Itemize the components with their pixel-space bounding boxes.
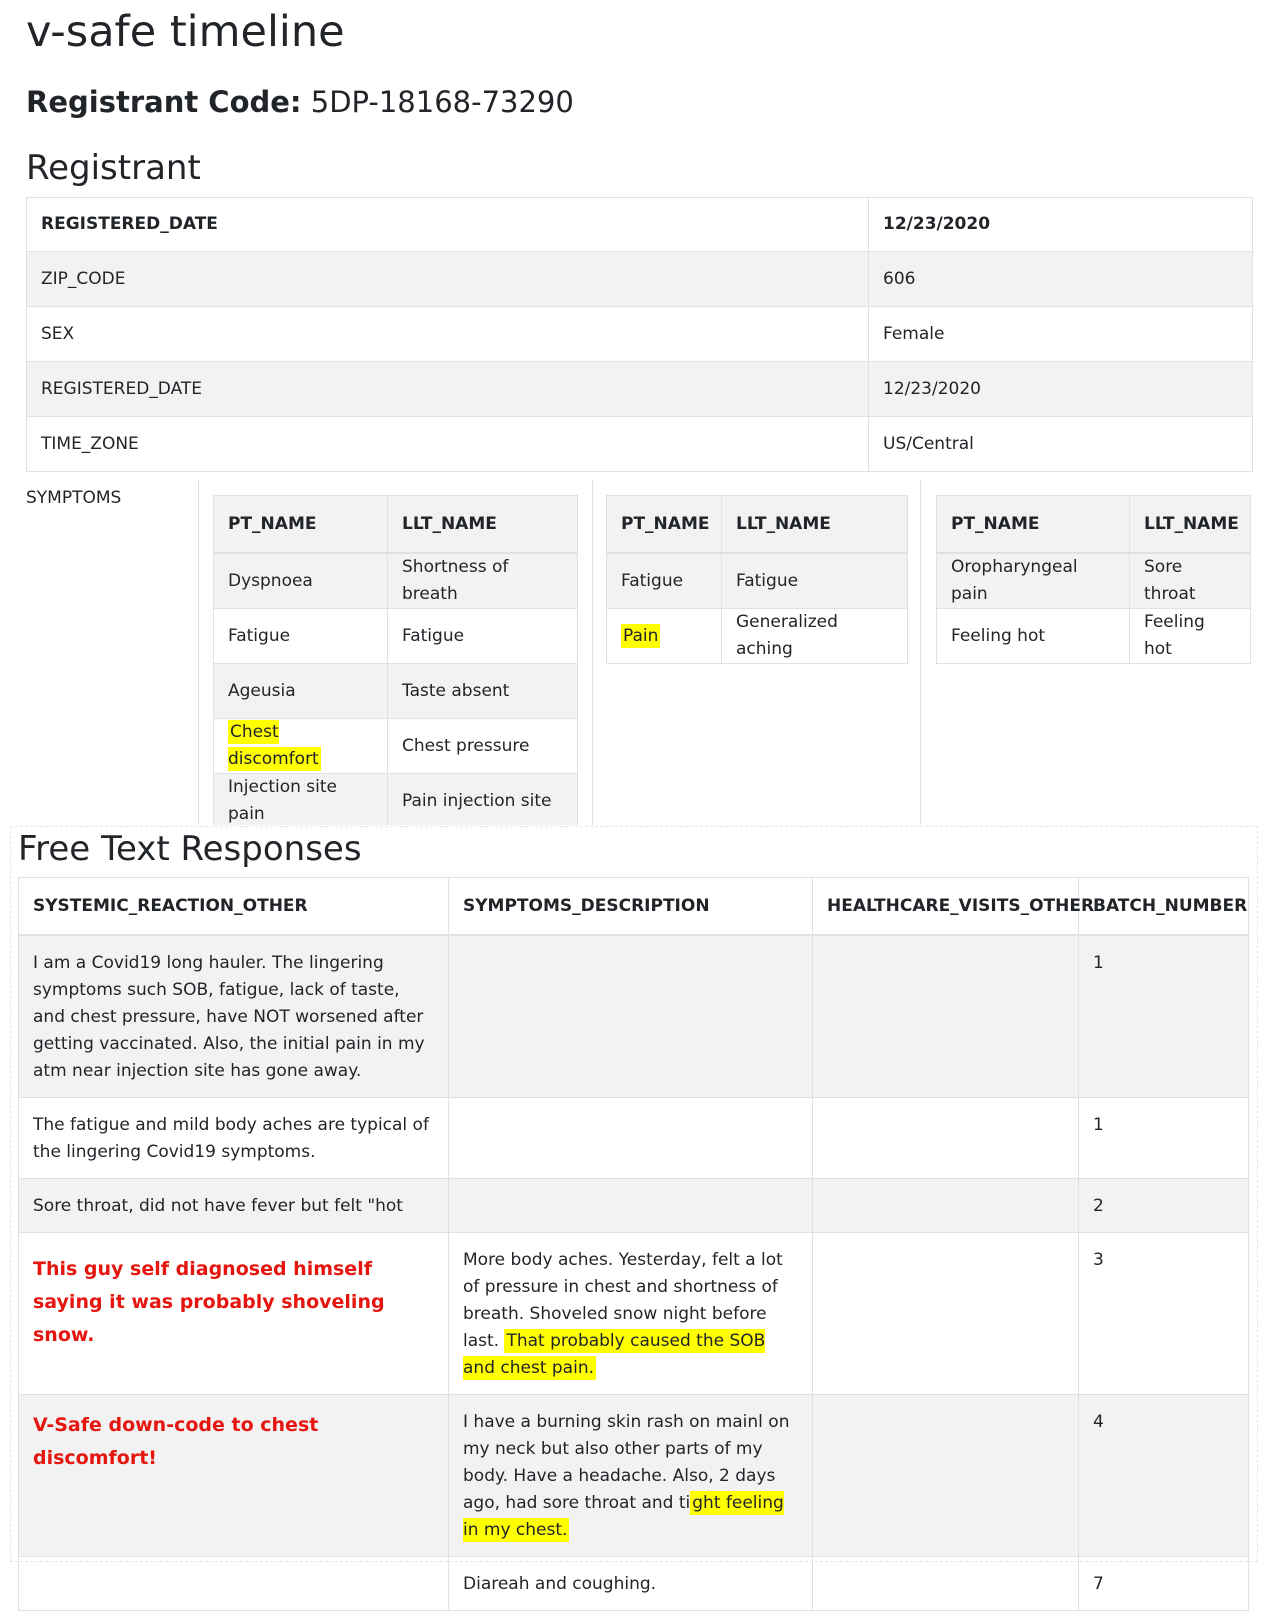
table-row — [27, 362, 1253, 417]
pt-name-cell — [607, 609, 722, 664]
symptoms-description-cell: Diareah and coughing. — [449, 1557, 813, 1611]
llt-name-cell: Generalized aching — [722, 609, 908, 664]
table-row — [214, 664, 578, 719]
pt-name-cell: Oropharyngeal pain — [937, 553, 1130, 609]
table-row — [607, 609, 908, 664]
table-row — [19, 935, 1249, 1098]
table-row — [19, 1098, 1249, 1179]
symptoms-table-2 — [606, 495, 908, 664]
table-row — [19, 1179, 1249, 1233]
systemic-reaction-cell: I am a Covid19 long hauler. The lingering symptoms such SOB, fatigue, lack of taste, and chest pressure, have NOT worsened after getting vaccinated. Also, the initial pain in my atm near injection site has gone away. — [19, 935, 449, 1098]
registrant-key: REGISTERED_DATE — [27, 362, 869, 417]
column-header: PT_NAME — [214, 496, 388, 554]
healthcare-visits-cell — [813, 1098, 1079, 1179]
highlighted-text: Pain — [623, 625, 659, 646]
healthcare-visits-cell — [813, 1179, 1079, 1233]
batch-number-cell: 2 — [1079, 1179, 1249, 1233]
table-row — [937, 553, 1251, 609]
batch-number-cell: 7 — [1079, 1557, 1249, 1611]
annotation-note: V-Safe down-code to chest discomfort! — [33, 1414, 319, 1469]
healthcare-visits-cell — [813, 1395, 1079, 1557]
registrant-code-value: 5DP-18168-73290 — [310, 85, 574, 119]
table-row — [27, 198, 1253, 252]
symptoms-description-cell — [449, 1395, 813, 1557]
column-header: HEALTHCARE_VISITS_OTHER — [813, 878, 1079, 936]
batch-number-cell: 1 — [1079, 1098, 1249, 1179]
registrant-value: Female — [869, 307, 1253, 362]
symptoms-description-cell — [449, 1233, 813, 1395]
table-row — [214, 553, 578, 609]
table-row — [607, 553, 908, 609]
registrant-code — [26, 80, 574, 124]
column-header: SYMPTOMS_DESCRIPTION — [449, 878, 813, 936]
symptoms-label: SYMPTOMS — [26, 488, 122, 508]
free-text-table — [18, 877, 1249, 1611]
column-header: SYSTEMIC_REACTION_OTHER — [19, 878, 449, 936]
symptoms-description-cell — [449, 935, 813, 1098]
llt-name-cell: Sore throat — [1130, 553, 1251, 609]
batch-number-cell: 1 — [1079, 935, 1249, 1098]
symptoms-table-3 — [936, 495, 1251, 664]
systemic-reaction-cell — [19, 1395, 449, 1557]
table-header-row — [19, 878, 1249, 936]
free-text-title: Free Text Responses — [18, 829, 362, 869]
healthcare-visits-cell — [813, 1557, 1079, 1611]
table-row — [27, 417, 1253, 472]
healthcare-visits-cell — [813, 1233, 1079, 1395]
pt-name-cell: Dyspnoea — [214, 553, 388, 609]
table-row — [19, 1233, 1249, 1395]
llt-name-cell: Feeling hot — [1130, 609, 1251, 664]
healthcare-visits-cell — [813, 935, 1079, 1098]
highlighted-text: ght feeling in my chest. — [463, 1493, 784, 1540]
registrant-heading: Registrant — [26, 148, 201, 188]
registrant-table — [26, 197, 1253, 472]
systemic-reaction-cell — [19, 1233, 449, 1395]
pt-name-cell: Fatigue — [214, 609, 388, 664]
llt-name-cell: Fatigue — [388, 609, 578, 664]
divider — [920, 480, 921, 825]
pt-name-cell: Fatigue — [607, 553, 722, 609]
table-header-row — [937, 496, 1251, 554]
column-header: PT_NAME — [607, 496, 722, 554]
symptoms-table-1-wrapper — [200, 480, 600, 825]
page-title: v-safe timeline — [26, 7, 345, 57]
registrant-value: 12/23/2020 — [869, 362, 1253, 417]
registrant-value: 606 — [869, 252, 1253, 307]
column-header: PT_NAME — [937, 496, 1130, 554]
symptoms-table-1 — [213, 495, 578, 825]
pt-name-cell — [214, 719, 388, 774]
table-row — [214, 609, 578, 664]
pt-name-cell: Ageusia — [214, 664, 388, 719]
llt-name-cell: Taste absent — [388, 664, 578, 719]
llt-name-cell: Chest pressure — [388, 719, 578, 774]
batch-number-cell: 4 — [1079, 1395, 1249, 1557]
symptoms-text: More body aches. Yesterday, felt a lot of pressure in chest and shortness of breath. Shoveled snow night before last. — [463, 1250, 783, 1351]
annotation-note: This guy self diagnosed himself saying it was probably shoveling snow. — [33, 1258, 385, 1346]
registrant-value: 12/23/2020 — [869, 198, 1253, 252]
highlighted-text: That probably caused the SOB and chest pain. — [463, 1331, 766, 1378]
registrant-key: ZIP_CODE — [27, 252, 869, 307]
systemic-reaction-cell — [19, 1557, 449, 1611]
table-row — [937, 609, 1251, 664]
table-header-row — [607, 496, 908, 554]
column-header: LLT_NAME — [722, 496, 908, 554]
column-header: LLT_NAME — [388, 496, 578, 554]
registrant-value: US/Central — [869, 417, 1253, 472]
llt-name-cell: Shortness of breath — [388, 553, 578, 609]
divider — [198, 480, 199, 825]
column-header: BATCH_NUMBER — [1079, 878, 1249, 936]
table-header-row — [214, 496, 578, 554]
systemic-reaction-cell: The fatigue and mild body aches are typical of the lingering Covid19 symptoms. — [19, 1098, 449, 1179]
table-row — [214, 719, 578, 774]
table-row — [19, 1557, 1249, 1611]
symptoms-text: I have a burning skin rash on mainl on my neck but also other parts of my body. Have a headache. Also, 2 days ago, had sore throat and ti — [463, 1412, 790, 1513]
symptoms-description-cell — [449, 1179, 813, 1233]
table-row — [27, 252, 1253, 307]
symptoms-description-cell — [449, 1098, 813, 1179]
registrant-key: REGISTERED_DATE — [27, 198, 869, 252]
llt-name-cell: Fatigue — [722, 553, 908, 609]
table-row — [27, 307, 1253, 362]
registrant-key: TIME_ZONE — [27, 417, 869, 472]
table-row — [214, 774, 578, 826]
pt-name-cell: Feeling hot — [937, 609, 1130, 664]
pt-name-cell: Injection site pain — [214, 774, 388, 826]
llt-name-cell: Pain injection site — [388, 774, 578, 826]
table-row — [19, 1395, 1249, 1557]
highlighted-text: Chest discomfort — [228, 722, 319, 769]
systemic-reaction-cell: Sore throat, did not have fever but felt "hot — [19, 1179, 449, 1233]
registrant-key: SEX — [27, 307, 869, 362]
registrant-code-label: Registrant Code: — [26, 85, 302, 119]
column-header: LLT_NAME — [1130, 496, 1251, 554]
batch-number-cell: 3 — [1079, 1233, 1249, 1395]
